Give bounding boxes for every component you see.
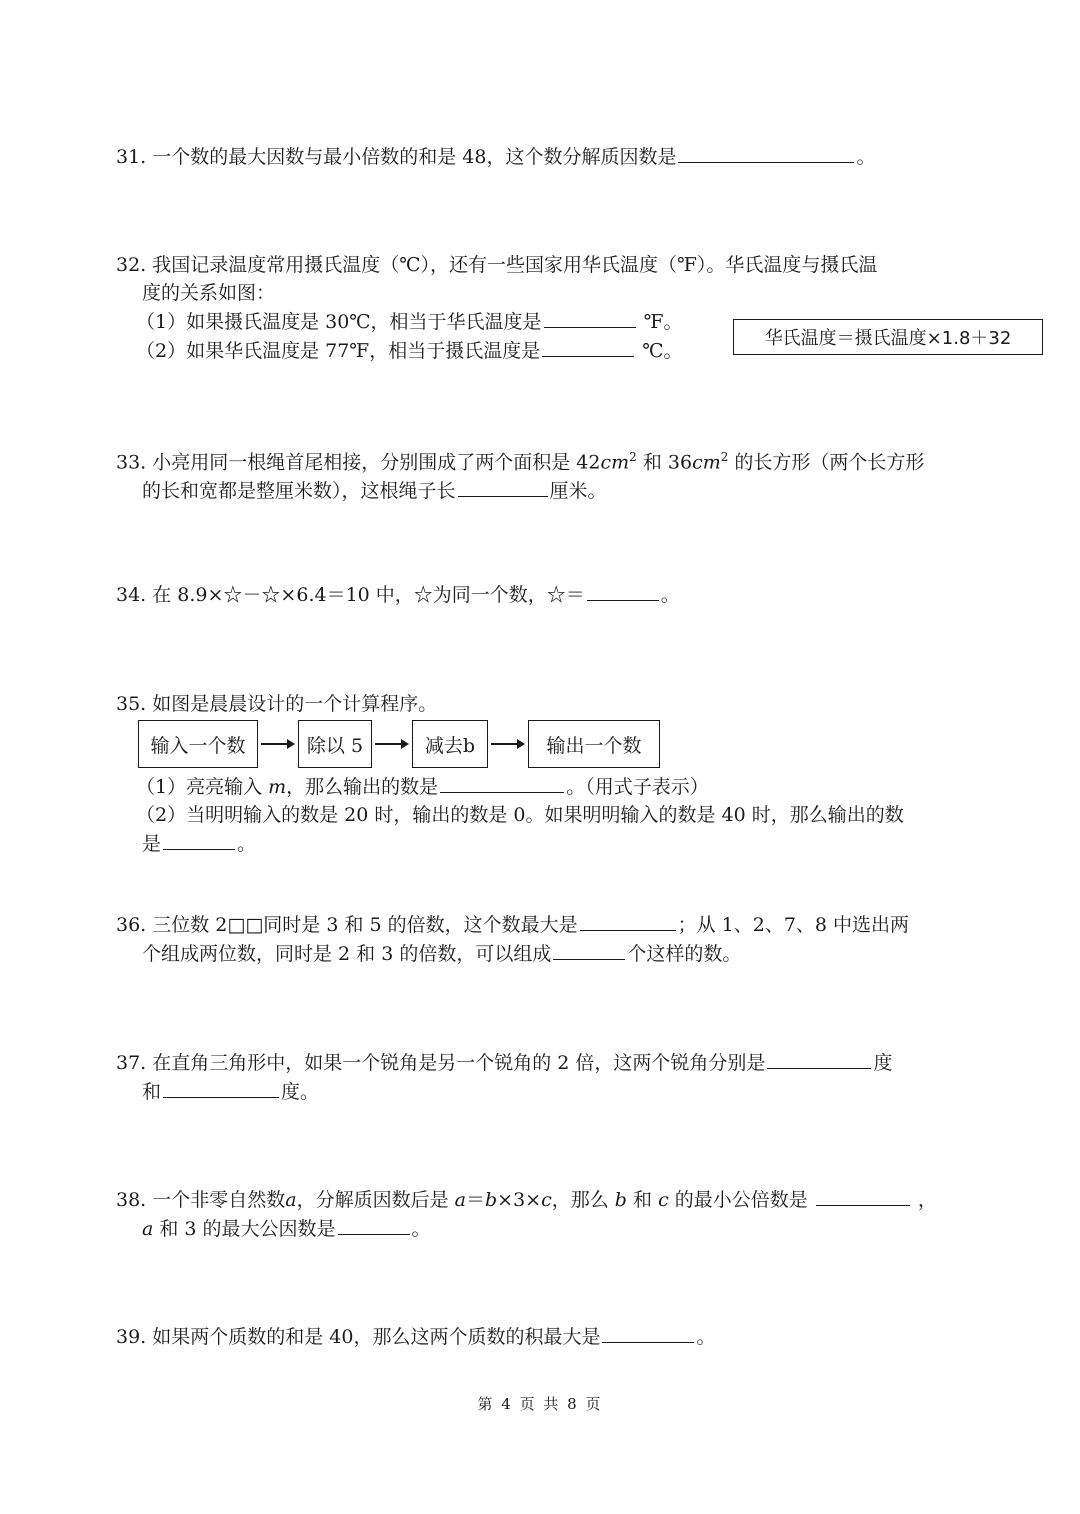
q35-sub1-mid: ，那么输出的数是 bbox=[286, 776, 439, 798]
q39-text: 39. 如果两个质数的和是 40，那么这两个质数的积最大是 bbox=[116, 1326, 601, 1348]
q38-text-5: ，那么 bbox=[551, 1189, 615, 1211]
q33-line2-text: 的长和宽都是整厘米数），这根绳子长 bbox=[142, 480, 456, 503]
q33-text-b: 和 36 bbox=[636, 451, 693, 474]
q36-line1 bbox=[116, 910, 976, 939]
question-36 bbox=[116, 910, 976, 968]
q36-line2 bbox=[116, 939, 976, 968]
q38-var-c: c bbox=[541, 1189, 552, 1211]
q38-line2-suffix: 。 bbox=[411, 1218, 431, 1240]
question-34 bbox=[116, 580, 976, 609]
question-37 bbox=[116, 1048, 976, 1106]
q34-suffix: 。 bbox=[660, 584, 680, 606]
q32-sub2-unit: ℃。 bbox=[642, 340, 683, 362]
flow-box-output: 输出一个数 bbox=[528, 720, 660, 768]
q35-last-text: 是 bbox=[142, 833, 162, 855]
q38-var-c-2: c bbox=[658, 1189, 669, 1211]
q38-line2-text: 和 3 的最大公因数是 bbox=[153, 1218, 336, 1240]
question-33 bbox=[116, 443, 976, 505]
q32-sub1-blank[interactable] bbox=[544, 307, 636, 328]
q39-suffix: 。 bbox=[696, 1326, 716, 1348]
arrow-right-icon bbox=[372, 738, 412, 750]
question-35-parts bbox=[116, 772, 976, 858]
q31-text: 31. 一个数的最大因数与最小倍数的和是 48，这个数分解质因数是 bbox=[116, 146, 677, 168]
page-footer: 第 4 页 共 8 页 bbox=[477, 1395, 603, 1413]
q33-sup-2: 2 bbox=[720, 450, 729, 464]
q35-sub2-blank[interactable] bbox=[163, 829, 235, 850]
q38-var-a-3: a bbox=[142, 1218, 154, 1240]
q38-text-8: ， bbox=[917, 1189, 937, 1211]
q35-sub1-blank[interactable] bbox=[440, 772, 564, 793]
q37-line2-text: 和 bbox=[142, 1081, 162, 1103]
flow-box-subtract: 减去b bbox=[412, 720, 488, 768]
q33-unit-2: cm bbox=[692, 451, 721, 474]
q38-var-b: b bbox=[484, 1189, 498, 1211]
q36-line1-suffix: ；从 1、2、7、8 中选出两 bbox=[677, 914, 910, 936]
arrow-right-icon bbox=[258, 738, 298, 750]
q34-text: 34. 在 8.9×☆－☆×6.4＝10 中，☆为同一个数，☆＝ bbox=[116, 584, 585, 606]
q31-answer-blank[interactable] bbox=[678, 142, 854, 163]
flow-box-divide: 除以 5 bbox=[298, 720, 372, 768]
q33-text-c: 的长方形（两个长方形 bbox=[728, 451, 925, 474]
question-39 bbox=[116, 1322, 976, 1351]
q37-line1 bbox=[116, 1048, 976, 1077]
q33-text-a: 33. 小亮用同一根绳首尾相接，分别围成了两个面积是 42 bbox=[116, 451, 601, 474]
q37-line1-text: 37. 在直角三角形中，如果一个锐角是另一个锐角的 2 倍，这两个锐角分别是 bbox=[116, 1052, 766, 1074]
q32-line2: 度的关系如图： bbox=[142, 282, 276, 304]
q36-blank-2[interactable] bbox=[553, 939, 625, 960]
q38-text-6: 和 bbox=[626, 1189, 659, 1211]
q38-var-a-2: a bbox=[454, 1189, 466, 1211]
q35-sub1-text: （1）亮亮输入 bbox=[136, 776, 269, 798]
q34-answer-blank[interactable] bbox=[587, 580, 659, 601]
q37-blank-2[interactable] bbox=[163, 1077, 279, 1098]
q38-text-4: ×3× bbox=[497, 1189, 542, 1211]
q36-line2-text: 个组成两位数，同时是 2 和 3 的倍数，可以组成 bbox=[142, 943, 552, 965]
q32-sub1-text: （1）如果摄氏温度是 30℃，相当于华氏温度是 bbox=[136, 311, 542, 333]
q33-line2-suffix: 厘米。 bbox=[549, 480, 607, 503]
q32-sub2-blank[interactable] bbox=[542, 336, 634, 357]
q37-line2-suffix: 度。 bbox=[281, 1081, 320, 1103]
q38-line1 bbox=[116, 1185, 976, 1214]
q33-sup-1: 2 bbox=[629, 450, 637, 464]
q33-line2 bbox=[116, 476, 976, 505]
q36-line2-suffix: 个这样的数。 bbox=[627, 943, 742, 965]
question-35 bbox=[116, 690, 976, 718]
q36-blank-1[interactable] bbox=[580, 910, 676, 931]
question-38 bbox=[116, 1185, 976, 1243]
q35-line-last bbox=[116, 829, 976, 858]
q38-text-2: ，分解质因数后是 bbox=[296, 1189, 455, 1211]
q32-sub2-text: （2）如果华氏温度是 77℉，相当于摄氏温度是 bbox=[136, 340, 541, 362]
q33-unit-1: cm bbox=[600, 451, 630, 474]
q37-blank-1[interactable] bbox=[767, 1048, 871, 1069]
q37-line2 bbox=[116, 1077, 976, 1106]
q35-sub2: （2）当明明输入的数是 20 时，输出的数是 0。如果明明输入的数是 40 时，那么输出的数 bbox=[136, 804, 904, 826]
q32-sub1-unit: ℉。 bbox=[643, 311, 683, 333]
q35-flowchart bbox=[138, 718, 660, 770]
q38-blank-1[interactable] bbox=[816, 1185, 910, 1206]
q31-suffix: 。 bbox=[856, 146, 876, 168]
q38-text-3: ＝ bbox=[465, 1189, 485, 1211]
q39-answer-blank[interactable] bbox=[602, 1322, 694, 1343]
flow-box-input: 输入一个数 bbox=[138, 720, 258, 768]
q37-line1-suffix: 度 bbox=[873, 1052, 893, 1074]
q38-line2 bbox=[116, 1214, 976, 1243]
q36-line1-text: 36. 三位数 2□□同时是 3 和 5 的倍数，这个数最大是 bbox=[116, 914, 578, 936]
q35-var-m: m bbox=[268, 776, 287, 798]
q38-blank-2[interactable] bbox=[338, 1214, 410, 1235]
q38-text-1: 38. 一个非零自然数 bbox=[116, 1189, 286, 1211]
q35-sub1 bbox=[116, 772, 976, 801]
question-31 bbox=[116, 142, 976, 171]
arrow-right-icon bbox=[488, 738, 528, 750]
q35-last-suffix: 。 bbox=[237, 833, 257, 855]
q32-formula-box: 华氏温度＝摄氏温度×1.8＋32 bbox=[733, 319, 1043, 355]
q33-answer-blank[interactable] bbox=[458, 476, 548, 497]
q38-var-b-2: b bbox=[614, 1189, 627, 1211]
q33-line1 bbox=[116, 443, 976, 476]
q38-text-7: 的最小公倍数是 bbox=[668, 1189, 808, 1211]
q32-line1: 32. 我国记录温度常用摄氏温度（℃），还有一些国家用华氏温度（℉）。华氏温度与摄氏温 bbox=[116, 254, 878, 276]
q35-sub1-suffix: 。（用式子表示） bbox=[566, 776, 709, 798]
q35-line1: 35. 如图是晨晨设计的一个计算程序。 bbox=[116, 693, 438, 715]
q38-var-a: a bbox=[285, 1189, 297, 1211]
